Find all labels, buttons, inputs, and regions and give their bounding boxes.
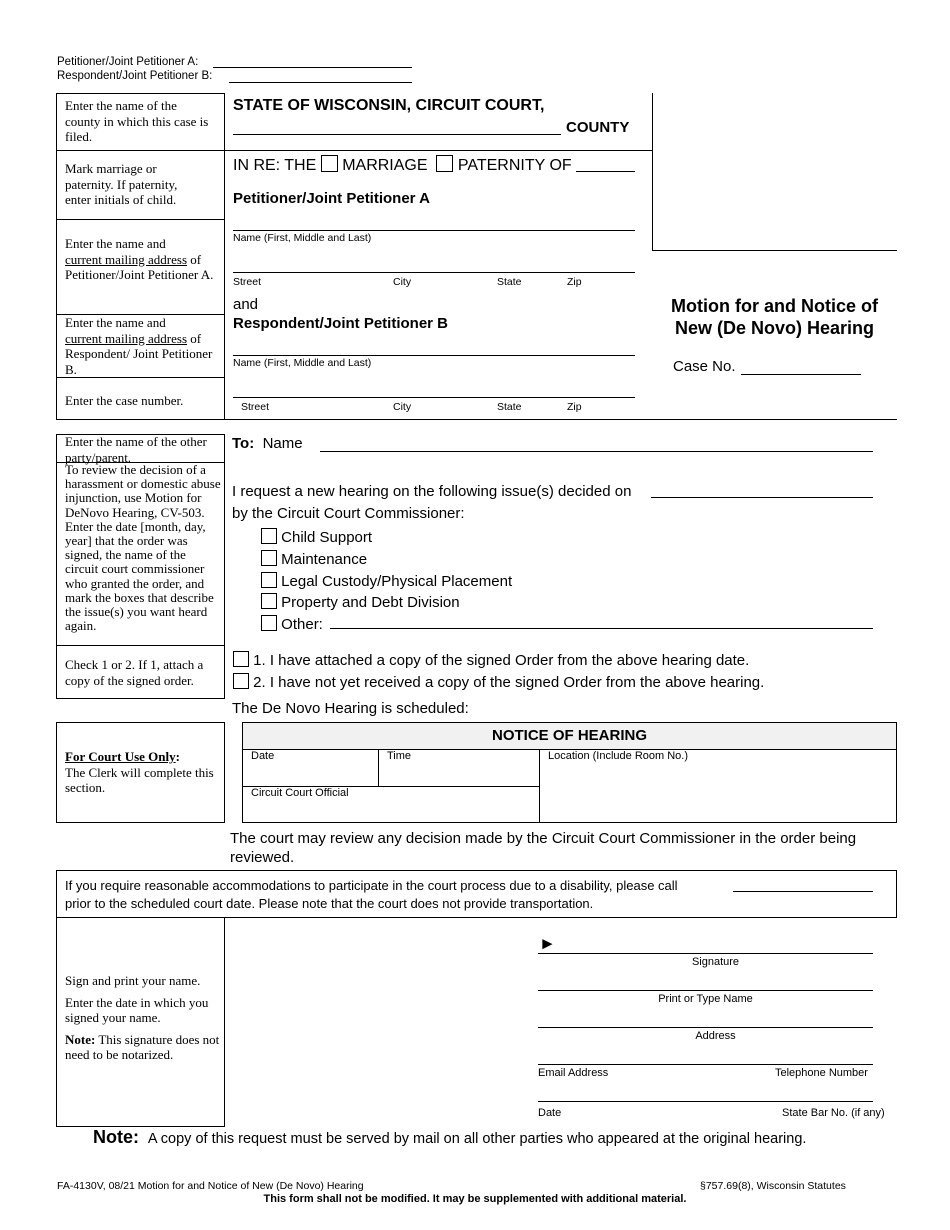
petitioner-a-header-label: Petitioner/Joint Petitioner A: [57, 56, 199, 68]
issue-maintenance: Maintenance [261, 549, 512, 571]
petitioner-a-city-label: City [393, 276, 412, 288]
petitioner-a-title: Petitioner/Joint Petitioner A [233, 190, 430, 207]
respondent-b-address-field[interactable] [233, 397, 635, 398]
issue-checkbox[interactable] [261, 528, 277, 544]
respondent-b-header-label: Respondent/Joint Petitioner B: [57, 70, 213, 82]
service-note: Note: A copy of this request must be served by mail on all other parties who appeared at the original hearing. [93, 1127, 807, 1147]
county-field[interactable] [233, 134, 561, 135]
issue-checkbox[interactable] [261, 572, 277, 588]
print-name-field[interactable] [538, 990, 873, 991]
check-hint: Check 1 or 2. If 1, attach a copy of the signed order. [65, 657, 204, 688]
respondent-b-state-label: State [497, 401, 522, 413]
signature-arrow-icon: ► [539, 934, 556, 953]
case-no-field[interactable] [741, 374, 861, 375]
marriage-hint: Mark marriage or paternity. If paternity, enter initials of child. [65, 161, 178, 207]
to-name-field[interactable] [320, 451, 873, 452]
respondent-b-city-label: City [393, 401, 412, 413]
option-1-checkbox[interactable] [233, 651, 249, 667]
other-party-hint: Enter the name of the other party/parent. [65, 434, 207, 465]
notice-title: NOTICE OF HEARING [243, 723, 896, 750]
form-title: Motion for and Notice of New (De Novo) Hearing [671, 296, 878, 338]
option-2-checkbox[interactable] [233, 673, 249, 689]
petitioner-a-state-label: State [497, 276, 522, 288]
paternity-checkbox[interactable] [436, 155, 453, 172]
petitioner-a-name-label: Name (First, Middle and Last) [233, 232, 372, 244]
hearing-date-field[interactable]: Date [251, 750, 275, 762]
email-label: Email Address [538, 1067, 609, 1079]
signature-field[interactable] [538, 953, 873, 954]
issue-custody: Legal Custody/Physical Placement [261, 571, 512, 593]
signature-label: Signature [691, 956, 740, 968]
petitioner-a-hint: Enter the name and current mailing address of Petitioner/Joint Petitioner A. [65, 236, 214, 282]
issue-checkbox[interactable] [261, 615, 277, 631]
case-no-label: Case No. [673, 358, 736, 375]
review-text: The court may review any decision made by the Circuit Court Commissioner in the order being reviewed. [230, 830, 857, 866]
respondent-b-zip-label: Zip [567, 401, 582, 413]
address-field[interactable] [538, 1027, 873, 1028]
petitioner-a-header-field[interactable] [213, 67, 412, 68]
decision-date-field[interactable] [651, 497, 873, 498]
by-commissioner-text: by the Circuit Court Commissioner: [232, 505, 465, 522]
date-label: Date [538, 1107, 562, 1119]
issue-list [261, 527, 512, 636]
county-label: COUNTY [566, 119, 630, 136]
address-label: Address [695, 1030, 736, 1042]
respondent-b-street-label: Street [241, 401, 270, 413]
request-text: I request a new hearing on the following issue(s) decided on [232, 483, 632, 500]
petitioner-a-name-field[interactable] [233, 230, 635, 231]
form-id: FA-4130V, 08/21 Motion for and Notice of New (De Novo) Hearing [57, 1180, 364, 1192]
marriage-checkbox[interactable] [321, 155, 338, 172]
respondent-b-name-label: Name (First, Middle and Last) [233, 357, 372, 369]
hearing-time-field[interactable]: Time [387, 750, 412, 762]
telephone-label: Telephone Number [775, 1067, 868, 1079]
court-use-hint: For Court Use Only: The Clerk will complete this section. [65, 749, 214, 795]
child-initials-field[interactable] [576, 171, 635, 172]
court-official-field[interactable]: Circuit Court Official [251, 787, 349, 799]
and-label: and [233, 296, 259, 313]
to-line: To: Name [232, 435, 303, 452]
order-options [233, 650, 764, 693]
accommodation-phone-field[interactable] [733, 891, 873, 892]
issue-checkbox[interactable] [261, 550, 277, 566]
bar-no-label: State Bar No. (if any) [782, 1107, 885, 1119]
print-name-label: Print or Type Name [658, 993, 753, 1005]
issue-child-support: Child Support [261, 527, 512, 549]
court-heading: STATE OF WISCONSIN, CIRCUIT COURT, [233, 97, 545, 114]
option-attached: 1. I have attached a copy of the signed Order from the above hearing date. [233, 650, 764, 672]
issue-other: Other: [261, 614, 512, 636]
scheduled-text: The De Novo Hearing is scheduled: [232, 700, 469, 717]
accommodation-text: If you require reasonable accommodations to participate in the court process due to a disability, please call prior to the scheduled court date. Please note that the court does not provide transportation. [65, 878, 678, 911]
in-re-line: IN RE: THE MARRIAGE PATERNITY OF [233, 157, 572, 174]
respondent-b-title: Respondent/Joint Petitioner B [233, 315, 449, 332]
petitioner-a-address-field[interactable] [233, 272, 635, 273]
review-hint: To review the decision of a harassment or domestic abuse injunction, use Motion for DeNovo Hearing, CV-503. Enter the date [month, day, year] that the order was signed, the name of the circuit court commissioner who granted the order, and mark the boxes that describe the issue(s) you want heard again. [65, 462, 221, 634]
hearing-location-field[interactable]: Location (Include Room No.) [548, 750, 689, 762]
case-number-hint: Enter the case number. [65, 393, 184, 408]
issue-checkbox[interactable] [261, 593, 277, 609]
date-bar-field[interactable] [538, 1101, 873, 1102]
sign-hints: Sign and print your name. Enter the date in which you signed your name. Note: This signature does not need to be notarized. [65, 973, 220, 1062]
respondent-b-name-field[interactable] [233, 355, 635, 356]
statute: §757.69(8), Wisconsin Statutes [700, 1180, 846, 1192]
petitioner-a-zip-label: Zip [567, 276, 582, 288]
option-not-received: 2. I have not yet received a copy of the signed Order from the above hearing. [233, 672, 764, 694]
respondent-b-hint: Enter the name and current mailing address of Respondent/ Joint Petitioner B. [65, 315, 213, 377]
respondent-b-header-field[interactable] [229, 82, 412, 83]
email-phone-field[interactable] [538, 1064, 873, 1065]
petitioner-a-street-label: Street [233, 276, 262, 288]
disclaimer: This form shall not be modified. It may be supplemented with additional material. [263, 1193, 687, 1205]
county-hint: Enter the name of the county in which this case is filed. [65, 98, 209, 144]
other-issue-field[interactable] [330, 628, 873, 629]
issue-property: Property and Debt Division [261, 592, 512, 614]
